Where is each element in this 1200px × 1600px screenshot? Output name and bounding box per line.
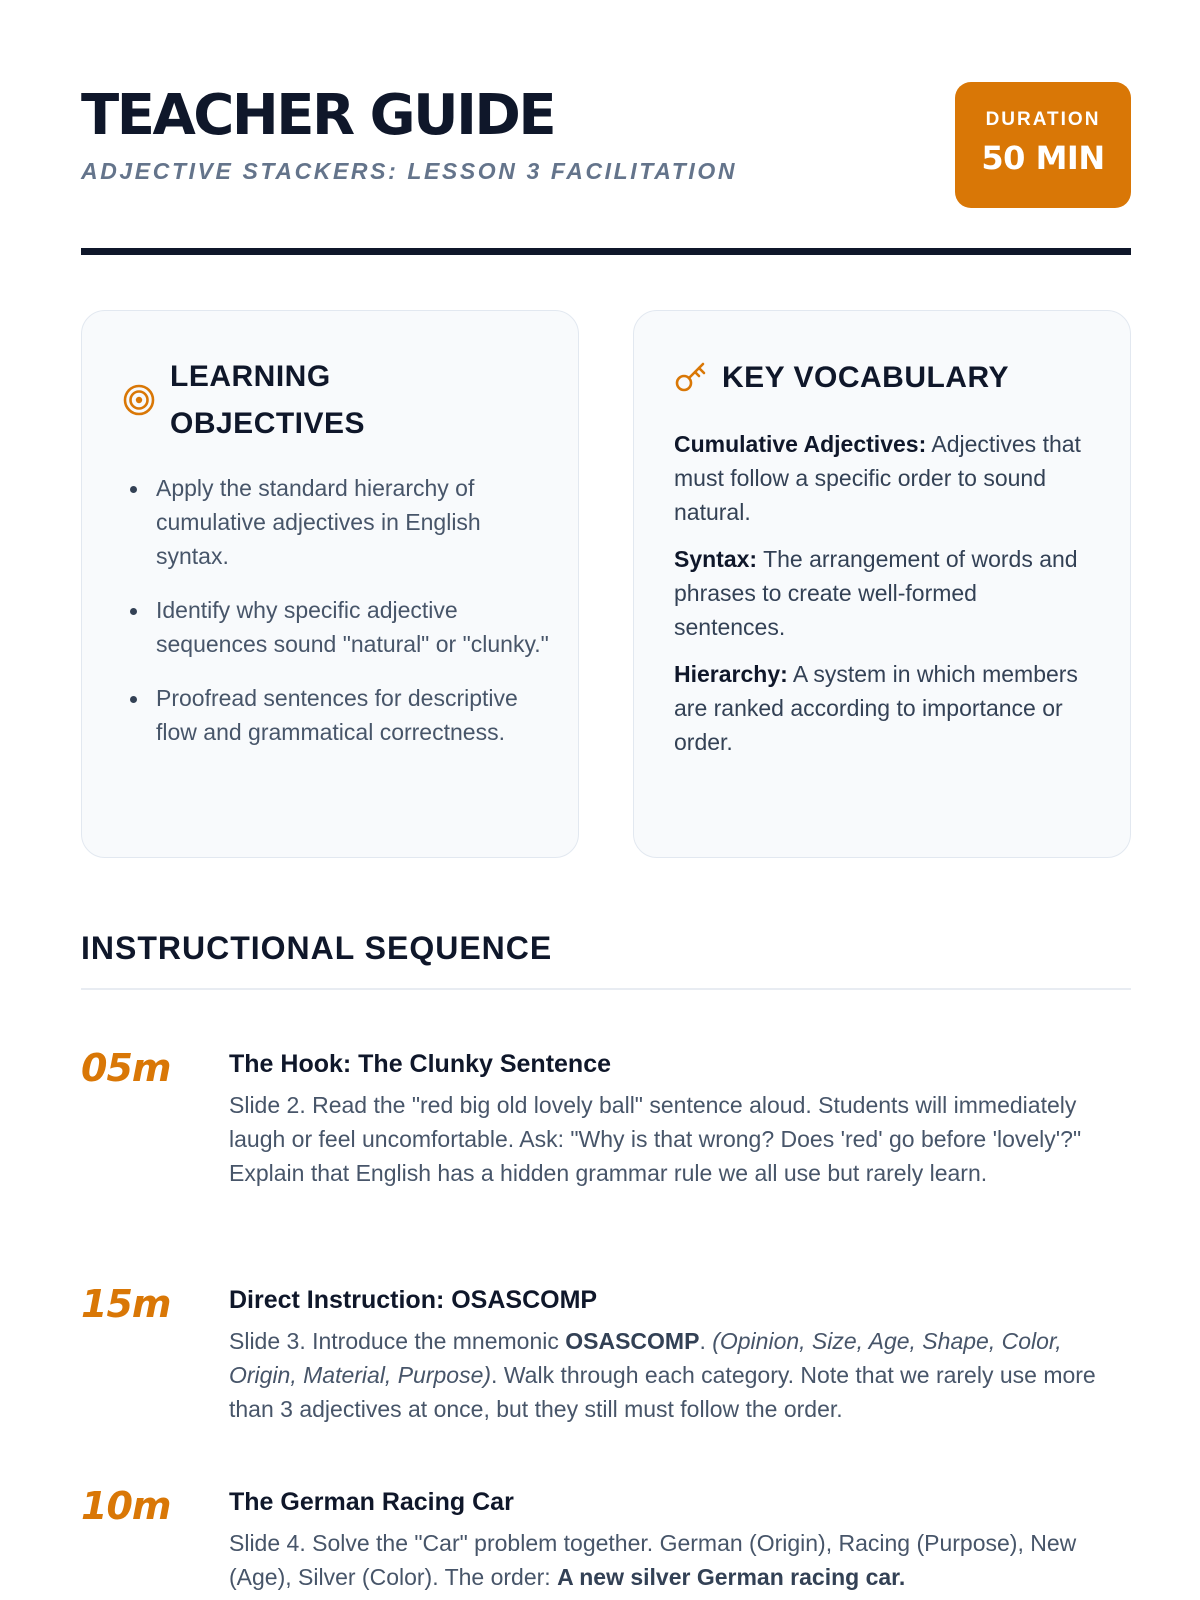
- step-text: Slide 2. Read the "red big old lovely ball" sentence aloud. Students will immediately laugh or feel uncomfortable. Ask: "Why is that wrong? Does 'red' go before 'lovely'?" Explain that English has a hidden grammar rule we all use but rarely learn.: [229, 1092, 1082, 1186]
- step-text-part: .: [699, 1328, 713, 1354]
- vocabulary-term: Syntax:: [674, 546, 758, 572]
- objectives-list: [130, 471, 550, 769]
- step-body: [229, 1282, 1129, 1426]
- step-time: 05m: [81, 1046, 171, 1090]
- vocabulary-term: Hierarchy:: [674, 661, 788, 687]
- objective-item: Identify why specific adjective sequences sound "natural" or "clunky.": [130, 593, 550, 661]
- page-title: TEACHER GUIDE: [81, 83, 555, 148]
- mnemonic-text: OSASCOMP: [565, 1328, 700, 1354]
- step-text-part: . Walk through each category. Note that we rarely use more than 3 adjectives at once, but they still must follow the order.: [229, 1362, 1096, 1422]
- learning-objectives-header: [122, 353, 420, 447]
- key-vocabulary-header: [674, 353, 1009, 401]
- objective-item: Proofread sentences for descriptive flow and grammatical correctness.: [130, 681, 550, 749]
- vocabulary-definition: A system in which members are ranked according to importance or order.: [674, 661, 1078, 755]
- instructional-sequence-title: INSTRUCTIONAL SEQUENCE: [81, 930, 553, 966]
- step-time: 10m: [81, 1484, 171, 1528]
- step-body: [229, 1046, 1129, 1190]
- step-heading: The Hook: The Clunky Sentence: [229, 1050, 612, 1078]
- header: [81, 80, 1131, 210]
- sequence-divider: [81, 988, 1131, 990]
- duration-badge: [955, 82, 1131, 208]
- header-divider: [81, 248, 1131, 255]
- step-heading: The German Racing Car: [229, 1488, 514, 1516]
- duration-label: DURATION: [985, 109, 1101, 130]
- vocabulary-entry: [674, 427, 1084, 529]
- step-heading: Direct Instruction: OSASCOMP: [229, 1286, 598, 1314]
- vocabulary-definition: Adjectives that must follow a specific order to sound natural.: [674, 431, 1081, 525]
- objective-item: Apply the standard hierarchy of cumulative adjectives in English syntax.: [130, 471, 550, 573]
- duration-value: 50 MIN: [981, 139, 1105, 177]
- page-subtitle: ADJECTIVE STACKERS: LESSON 3 FACILITATION: [81, 158, 738, 184]
- key-vocabulary-title: KEY VOCABULARY: [722, 360, 1010, 394]
- step-text-part: Slide 3. Introduce the mnemonic: [229, 1328, 566, 1354]
- vocabulary-definition: The arrangement of words and phrases to create well-formed sentences.: [674, 546, 1078, 640]
- step-text-part: Slide 4. Solve the "Car" problem together. German (Origin), Racing (Purpose), New (Age), Silver (Color). The order:: [229, 1530, 1077, 1590]
- answer-text: A new silver German racing car.: [557, 1564, 906, 1590]
- learning-objectives-card: [81, 310, 579, 858]
- step-time: 15m: [81, 1282, 171, 1326]
- target-icon: [122, 376, 170, 424]
- step-text: [229, 1324, 1129, 1426]
- vocabulary-entry: [674, 657, 1084, 759]
- mnemonic-expansion: (Opinion, Size, Age, Shape, Color, Origin, Material, Purpose): [229, 1328, 1062, 1388]
- vocabulary-list: [674, 427, 1084, 772]
- learning-objectives-title: LEARNING OBJECTIVES: [170, 360, 366, 440]
- step-text: [229, 1526, 1129, 1594]
- key-icon: [674, 353, 722, 401]
- vocabulary-term: Cumulative Adjectives:: [674, 431, 927, 457]
- step-body: [229, 1484, 1129, 1594]
- key-vocabulary-card: [633, 310, 1131, 858]
- vocabulary-entry: [674, 542, 1084, 644]
